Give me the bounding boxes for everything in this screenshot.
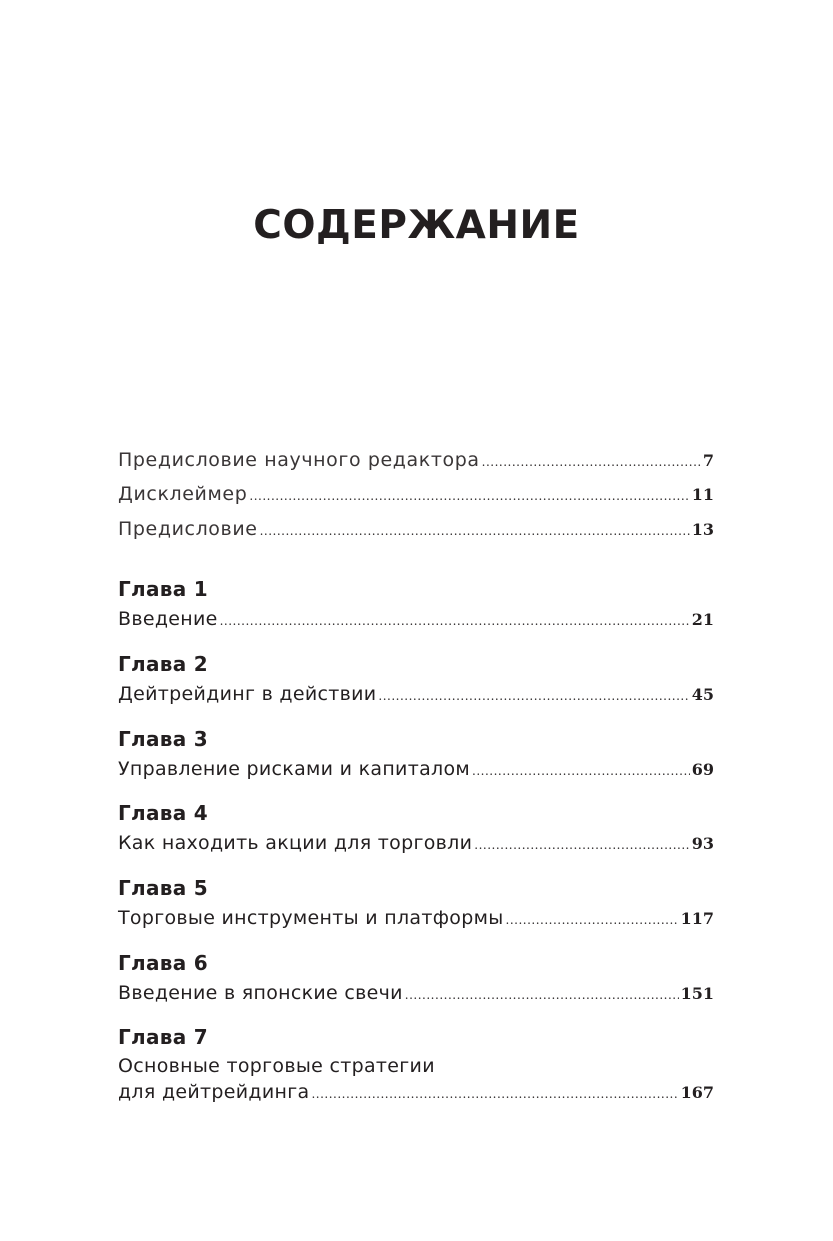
dot-leader: [482, 450, 701, 474]
toc-entry-label: Как находить акции для торговли: [118, 832, 473, 854]
toc-entry-chapter-3[interactable]: [118, 757, 714, 783]
chapter-heading: Глава 3: [118, 727, 209, 751]
toc-entry-chapter-6[interactable]: [118, 981, 714, 1007]
toc-entry-label: Введение в японские свечи: [118, 982, 403, 1004]
page-number: 69: [691, 760, 714, 779]
toc-entry-label: Введение: [118, 608, 218, 630]
toc-entry-chapter-4[interactable]: [118, 831, 714, 857]
toc-entry-disclaimer[interactable]: [118, 482, 714, 508]
toc-entry-label: Предисловие: [118, 518, 258, 540]
page-number: 13: [691, 520, 714, 539]
toc-entry-editor-preface[interactable]: [118, 448, 714, 474]
page-number: 93: [691, 834, 714, 853]
dot-leader: [405, 983, 679, 1007]
page-number: 117: [680, 909, 714, 928]
page-title: СОДЕРЖАНИЕ: [253, 203, 580, 248]
toc-entry-chapter-2[interactable]: [118, 682, 714, 708]
page-number: 45: [691, 685, 714, 704]
toc-entry-label: Дисклеймер: [118, 483, 248, 505]
toc-entry-label-line1[interactable]: Основные торговые стратегии: [118, 1055, 435, 1077]
page-number: 167: [680, 1083, 714, 1102]
toc-entry-preface[interactable]: [118, 517, 714, 543]
chapter-heading: Глава 4: [118, 801, 209, 825]
toc-entry-label: для дейтрейдинга: [118, 1081, 310, 1103]
toc-entry-chapter-5[interactable]: [118, 906, 714, 932]
chapter-heading: Глава 2: [118, 652, 209, 676]
toc-entry-chapter-1[interactable]: [118, 607, 714, 633]
dot-leader: [474, 833, 689, 857]
toc-entry-label: Управление рисками и капиталом: [118, 758, 471, 780]
chapter-heading: Глава 7: [118, 1025, 209, 1049]
page-number: 7: [702, 451, 714, 470]
page-number: 151: [680, 984, 714, 1003]
toc-entry-label: Торговые инструменты и платформы: [118, 907, 504, 929]
dot-leader: [378, 684, 689, 708]
chapter-heading: Глава 1: [118, 577, 209, 601]
dot-leader: [260, 519, 690, 543]
dot-leader: [506, 908, 679, 932]
dot-leader: [311, 1082, 678, 1106]
toc-entry-chapter-7[interactable]: [118, 1080, 714, 1106]
chapter-heading: Глава 6: [118, 951, 209, 975]
toc-entry-label: Предисловие научного редактора: [118, 449, 480, 471]
dot-leader: [249, 484, 689, 508]
chapter-heading: Глава 5: [118, 876, 209, 900]
toc-entry-label: Дейтрейдинг в действии: [118, 683, 377, 705]
page-number: 11: [691, 485, 714, 504]
dot-leader: [472, 759, 690, 783]
page-number: 21: [691, 610, 714, 629]
dot-leader: [220, 609, 690, 633]
